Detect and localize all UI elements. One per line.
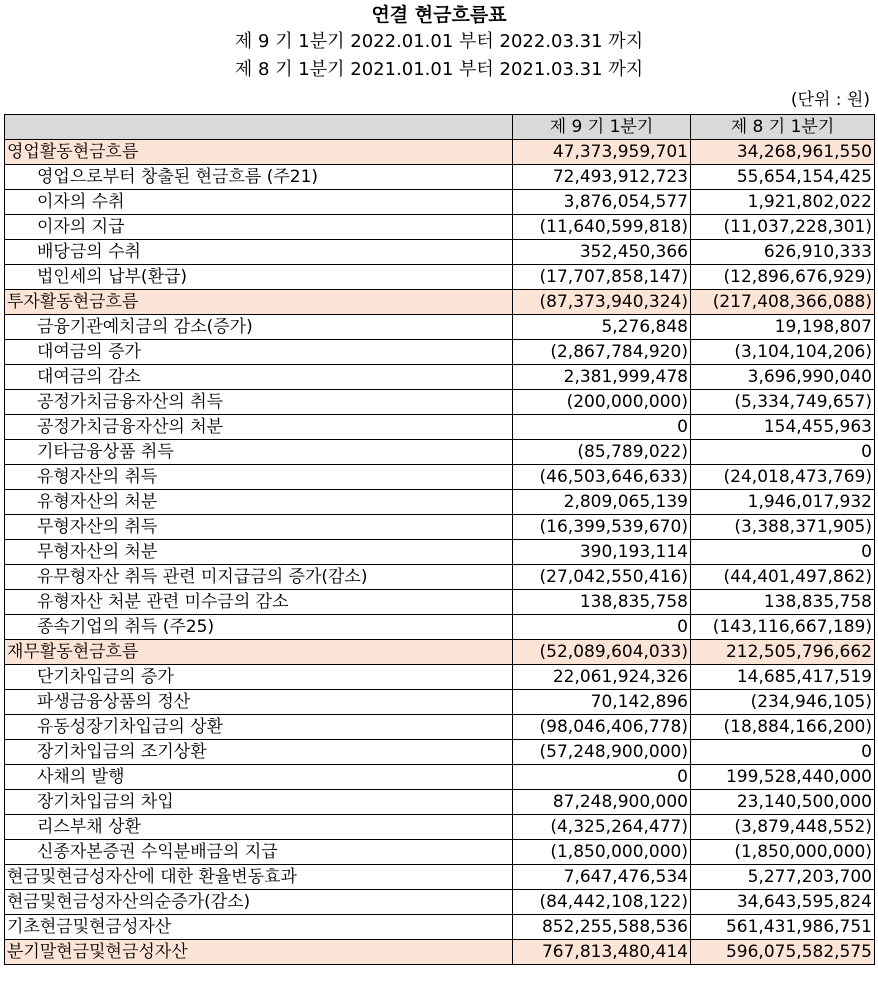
prior-period-value: 14,685,417,519: [691, 665, 875, 690]
period-prior: 제 8 기 1분기 2021.01.01 부터 2021.03.31 까지: [234, 59, 644, 80]
current-period-value: 70,142,896: [513, 690, 691, 715]
prior-period-value: 34,268,961,550: [691, 140, 875, 165]
current-period-value: (85,789,022): [513, 440, 691, 465]
current-period-value: 22,061,924,326: [513, 665, 691, 690]
current-period-value: 138,835,758: [513, 590, 691, 615]
current-period-value: (52,089,604,033): [513, 640, 691, 665]
row-label: 투자활동현금흐름: [5, 290, 513, 315]
current-period-value: 3,876,054,577: [513, 190, 691, 215]
prior-period-value: (18,884,166,200): [691, 715, 875, 740]
header-current-period: 제 9 기 1분기: [513, 115, 691, 140]
prior-period-value: (3,104,104,206): [691, 340, 875, 365]
current-period-value: (4,325,264,477): [513, 815, 691, 840]
current-period-value: (46,503,646,633): [513, 465, 691, 490]
statement-title: 연결 현금흐름표: [371, 4, 507, 26]
current-period-value: (2,867,784,920): [513, 340, 691, 365]
table-row: [5, 815, 875, 840]
current-period-value: (57,248,900,000): [513, 740, 691, 765]
table-row: [5, 690, 875, 715]
prior-period-value: 626,910,333: [691, 240, 875, 265]
row-label: 유무형자산 취득 관련 미지급금의 증가(감소): [5, 565, 513, 590]
prior-period-value: 3,696,990,040: [691, 365, 875, 390]
current-period-value: 2,381,999,478: [513, 365, 691, 390]
prior-period-value: (5,334,749,657): [691, 390, 875, 415]
current-period-value: 7,647,476,534: [513, 865, 691, 890]
row-label: 대여금의 증가: [5, 340, 513, 365]
prior-period-value: 23,140,500,000: [691, 790, 875, 815]
header-label-column: [5, 115, 513, 140]
row-label: 대여금의 감소: [5, 365, 513, 390]
period-current: 제 9 기 1분기 2022.01.01 부터 2022.03.31 까지: [234, 31, 644, 52]
current-period-value: (17,707,858,147): [513, 265, 691, 290]
table-row: [5, 315, 875, 340]
table-row: [5, 840, 875, 865]
table-row: [5, 340, 875, 365]
table-row: [5, 440, 875, 465]
prior-period-value: 561,431,986,751: [691, 915, 875, 940]
current-period-value: (1,850,000,000): [513, 840, 691, 865]
row-label: 장기차입금의 차입: [5, 790, 513, 815]
row-label: 이자의 지급: [5, 215, 513, 240]
table-row: [5, 365, 875, 390]
table-row: [5, 215, 875, 240]
table-row: [5, 190, 875, 215]
prior-period-value: 5,277,203,700: [691, 865, 875, 890]
current-period-value: 390,193,114: [513, 540, 691, 565]
prior-period-value: (143,116,667,189): [691, 615, 875, 640]
table-row: [5, 390, 875, 415]
current-period-value: 72,493,912,723: [513, 165, 691, 190]
current-period-value: (98,046,406,778): [513, 715, 691, 740]
current-period-value: 352,450,366: [513, 240, 691, 265]
current-period-value: 5,276,848: [513, 315, 691, 340]
prior-period-value: (3,388,371,905): [691, 515, 875, 540]
row-label: 종속기업의 취득 (주25): [5, 615, 513, 640]
prior-period-value: (3,879,448,552): [691, 815, 875, 840]
row-label: 이자의 수취: [5, 190, 513, 215]
row-label: 파생금융상품의 정산: [5, 690, 513, 715]
prior-period-value: (234,946,105): [691, 690, 875, 715]
table-row: [5, 740, 875, 765]
prior-period-value: 1,946,017,932: [691, 490, 875, 515]
table-row: [5, 615, 875, 640]
table-row: [5, 790, 875, 815]
prior-period-value: 0: [691, 740, 875, 765]
row-label: 금융기관예치금의 감소(증가): [5, 315, 513, 340]
row-label: 유동성장기차입금의 상환: [5, 715, 513, 740]
current-period-value: (11,640,599,818): [513, 215, 691, 240]
current-period-value: 0: [513, 615, 691, 640]
row-label: 장기차입금의 조기상환: [5, 740, 513, 765]
table-row: [5, 715, 875, 740]
table-row: [5, 265, 875, 290]
table-row: [5, 515, 875, 540]
prior-period-value: 34,643,595,824: [691, 890, 875, 915]
prior-period-value: (1,850,000,000): [691, 840, 875, 865]
prior-period-value: 0: [691, 540, 875, 565]
prior-period-value: 0: [691, 440, 875, 465]
table-row: [5, 540, 875, 565]
row-label: 무형자산의 처분: [5, 540, 513, 565]
current-period-value: 2,809,065,139: [513, 490, 691, 515]
prior-period-value: (217,408,366,088): [691, 290, 875, 315]
row-label: 사채의 발행: [5, 765, 513, 790]
row-label: 현금및현금성자산에 대한 환율변동효과: [5, 865, 513, 890]
prior-period-value: (44,401,497,862): [691, 565, 875, 590]
section-row: [5, 290, 875, 315]
current-period-value: (87,373,940,324): [513, 290, 691, 315]
row-label: 유형자산 처분 관련 미수금의 감소: [5, 590, 513, 615]
row-label: 유형자산의 처분: [5, 490, 513, 515]
row-label: 공정가치금융자산의 취득: [5, 390, 513, 415]
row-label: 기초현금및현금성자산: [5, 915, 513, 940]
table-row: [5, 165, 875, 190]
table-row: [5, 765, 875, 790]
table-row: [5, 465, 875, 490]
cash-flow-table: [4, 114, 875, 965]
table-row: [5, 890, 875, 915]
prior-period-value: (12,896,676,929): [691, 265, 875, 290]
row-label: 법인세의 납부(환급): [5, 265, 513, 290]
prior-period-value: 19,198,807: [691, 315, 875, 340]
row-label: 무형자산의 취득: [5, 515, 513, 540]
prior-period-value: (11,037,228,301): [691, 215, 875, 240]
header-prior-period: 제 8 기 1분기: [691, 115, 875, 140]
row-label: 기타금융상품 취득: [5, 440, 513, 465]
total-row: [5, 940, 875, 965]
current-period-value: 767,813,480,414: [513, 940, 691, 965]
current-period-value: 852,255,588,536: [513, 915, 691, 940]
row-label: 단기차입금의 증가: [5, 665, 513, 690]
row-label: 리스부채 상환: [5, 815, 513, 840]
current-period-value: (16,399,539,670): [513, 515, 691, 540]
current-period-value: 0: [513, 765, 691, 790]
table-row: [5, 565, 875, 590]
row-label: 현금및현금성자산의순증가(감소): [5, 890, 513, 915]
table-row: [5, 415, 875, 440]
table-row: [5, 665, 875, 690]
current-period-value: (84,442,108,122): [513, 890, 691, 915]
current-period-value: (200,000,000): [513, 390, 691, 415]
row-label: 신종자본증권 수익분배금의 지급: [5, 840, 513, 865]
table-row: [5, 590, 875, 615]
unit-label: (단위 : 원): [790, 90, 870, 110]
row-label: 배당금의 수취: [5, 240, 513, 265]
row-label: 공정가치금융자산의 처분: [5, 415, 513, 440]
table-header-row: [5, 115, 875, 140]
prior-period-value: 212,505,796,662: [691, 640, 875, 665]
table-row: [5, 865, 875, 890]
current-period-value: 87,248,900,000: [513, 790, 691, 815]
prior-period-value: 55,654,154,425: [691, 165, 875, 190]
prior-period-value: (24,018,473,769): [691, 465, 875, 490]
row-label: 재무활동현금흐름: [5, 640, 513, 665]
row-label: 영업으로부터 창출된 현금흐름 (주21): [5, 165, 513, 190]
section-row: [5, 140, 875, 165]
current-period-value: 47,373,959,701: [513, 140, 691, 165]
section-row: [5, 640, 875, 665]
prior-period-value: 138,835,758: [691, 590, 875, 615]
prior-period-value: 596,075,582,575: [691, 940, 875, 965]
row-label: 유형자산의 취득: [5, 465, 513, 490]
prior-period-value: 199,528,440,000: [691, 765, 875, 790]
table-row: [5, 490, 875, 515]
prior-period-value: 1,921,802,022: [691, 190, 875, 215]
row-label: 영업활동현금흐름: [5, 140, 513, 165]
current-period-value: 0: [513, 415, 691, 440]
current-period-value: (27,042,550,416): [513, 565, 691, 590]
table-row: [5, 240, 875, 265]
prior-period-value: 154,455,963: [691, 415, 875, 440]
table-row: [5, 915, 875, 940]
row-label: 분기말현금및현금성자산: [5, 940, 513, 965]
